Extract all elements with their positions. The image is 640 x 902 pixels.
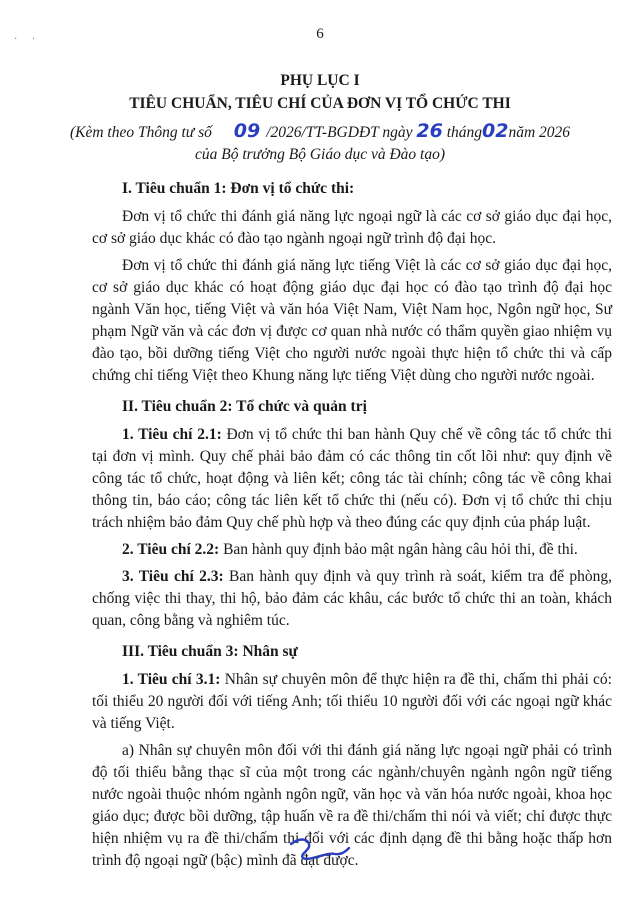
criterion-2-3-text: Ban hành quy định và quy trình rà soát, kiểm tra để phòng, chống việc thi thay, thi hộ, bảo đảm các khâu, các bước tổ chức thi an toàn, khách quan, công bằng và nghiêm túc. [92, 568, 612, 629]
reference-line-2: của Bộ trưởng Bộ Giáo dục và Đào tạo) [194, 146, 446, 163]
criterion-2-1-text: Đơn vị tổ chức thi ban hành Quy chế về công tác tổ chức thi tại đơn vị mình. Quy chế phải bảo đảm có các thông tin cốt lõi như: quy định về công tác tổ chức, hoạt động và liên kết; công tác tài chính; công tác về công khai thông tin, báo cáo; công tác liên kết tổ chức thi (nếu có). Đơn vị tổ chức thi chịu trách nhiệm bảo đảm Quy chế phù hợp và theo đúng các quy định của pháp luật. [92, 426, 612, 531]
initial-signature [0, 832, 640, 871]
appendix-subtitle: TIÊU CHUẨN, TIÊU CHÍ CỦA ĐƠN VỊ TỔ CHỨC THI [129, 95, 511, 112]
criterion-2-3-label: 3. Tiêu chí 2.3: [122, 568, 224, 585]
reference-middle: /2026/TT-BGDĐT ngày [266, 124, 413, 141]
appendix-title: PHỤ LỤC I [280, 72, 360, 89]
page-number: 6 [316, 26, 324, 42]
criterion-2-1 [92, 424, 612, 534]
handwritten-day: 26 [416, 120, 443, 142]
section-1-paragraph-2: Đơn vị tổ chức thi đánh giá năng lực tiếng Việt là các cơ sở giáo dục đại học, cơ sở giáo dục khác có hoạt động giáo dục đại học có đào tạo trình độ đại học ngành Văn học, tiếng Việt và văn hóa Việt Nam, Việt Nam học, Ngôn ngữ học, Sư phạm Ngữ văn và các đơn vị được cơ quan nhà nước có thẩm quyền giao nhiệm vụ đào tạo, bồi dưỡng tiếng Việt cho người nước ngoài thực hiện tổ chức thi và cấp chứng chỉ tiếng Việt theo Khung năng lực tiếng Việt dùng cho người nước ngoài. [92, 257, 612, 384]
scan-specks: · · [14, 34, 42, 45]
criterion-3-1-label: 1. Tiêu chí 3.1: [122, 671, 221, 688]
section-1-title: I. Tiêu chuẩn 1: Đơn vị tổ chức thi: [122, 180, 355, 197]
section-3-title: III. Tiêu chuẩn 3: Nhân sự [122, 643, 298, 660]
criterion-2-2 [92, 539, 612, 561]
reference-line [0, 120, 640, 142]
criterion-3-1-text: Nhân sự chuyên môn để thực hiện ra đề thi, chấm thi phải có: tối thiểu 20 người đối với tiếng Anh; tối thiểu 10 người đối với các ngoại ngữ khác và tiếng Việt. [92, 671, 612, 732]
reference-month-word: tháng [446, 124, 482, 141]
criterion-3-1-item-a: a) Nhân sự chuyên môn đối với thi đánh giá năng lực ngoại ngữ phải có trình độ tối thiểu bằng thạc sĩ của một trong các ngành/chuyên ngành ngôn ngữ tiếng nước ngoài thuộc nhóm ngành ngôn ngữ, văn học và văn hóa nước ngoài, khoa học giáo dục; được bồi dưỡng, tập huấn về ra đề thi/chấm thi nói và viết; chỉ được thực hiện nhiệm vụ ra đề thi/chấm thi đối với các định dạng đề thi bằng hoặc thấp hơn trình độ ngoại ngữ (bậc) mình đã đạt được. [92, 742, 612, 869]
reference-prefix: (Kèm theo Thông tư số [69, 124, 212, 141]
signature-icon [285, 832, 355, 866]
criterion-3-1 [92, 669, 612, 735]
criterion-2-2-text: Ban hành quy định bảo mật ngân hàng câu hỏi thi, đề thi. [219, 541, 578, 558]
document-body [92, 172, 612, 877]
handwritten-month: 02 [482, 120, 509, 142]
criterion-2-2-label: 2. Tiêu chí 2.2: [122, 541, 220, 558]
section-2-title: II. Tiêu chuẩn 2: Tổ chức và quản trị [122, 398, 367, 415]
criterion-2-1-label: 1. Tiêu chí 2.1: [122, 426, 222, 443]
handwritten-number: 09 [233, 120, 261, 142]
criterion-2-3 [92, 566, 612, 632]
reference-year: năm 2026 [508, 124, 571, 141]
section-1-paragraph-1: Đơn vị tổ chức thi đánh giá năng lực ngoại ngữ là các cơ sở giáo dục đại học, cơ sở giáo dục khác có đào tạo ngành ngoại ngữ trình độ đại học. [92, 208, 612, 247]
